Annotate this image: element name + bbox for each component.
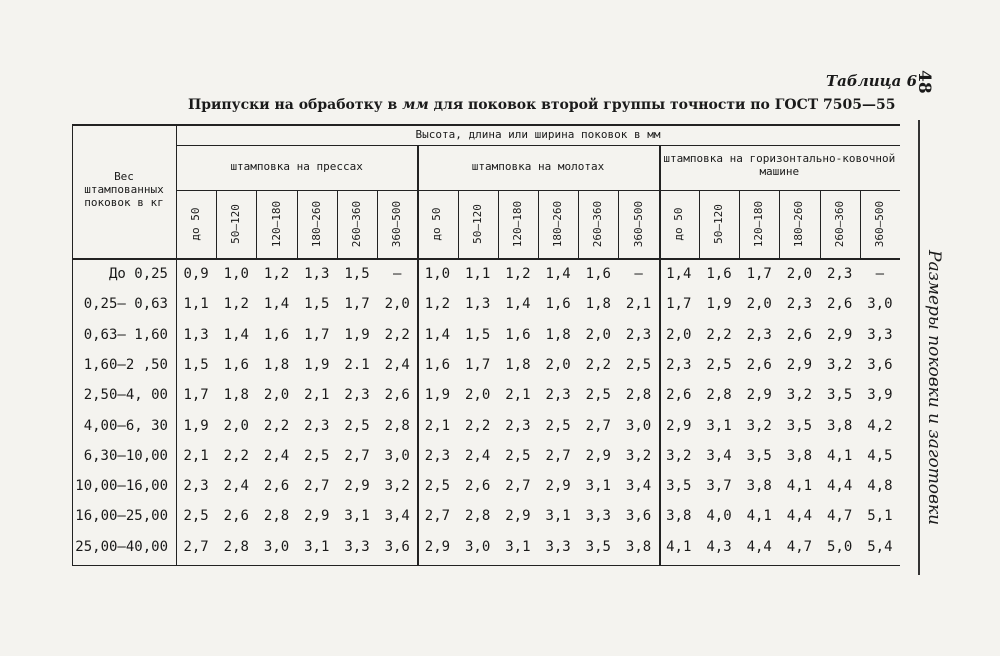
size-range-label: 120—180 — [752, 200, 766, 248]
size-range-label: 260—360 — [591, 200, 605, 248]
value-cell: 3,1 — [505, 538, 531, 555]
value-cell: 2.1 — [344, 356, 370, 373]
value-cell: 3,4 — [384, 508, 410, 525]
value-cell: 3,7 — [706, 478, 732, 495]
size-range-label: 360—500 — [390, 200, 404, 248]
value-cell: 2,8 — [465, 508, 491, 525]
value-cell: 2,9 — [424, 538, 451, 555]
value-cell: 4,1 — [746, 508, 772, 525]
value-cell: 1,5 — [465, 326, 491, 343]
value-cell: 1,4 — [505, 296, 531, 313]
value-cell: 2,1 — [183, 447, 209, 464]
value-cell: 1,7 — [344, 296, 370, 313]
value-cell: 5,4 — [867, 538, 893, 555]
value-cell: 2,1 — [304, 387, 330, 404]
table-top-rule — [72, 124, 900, 126]
value-cell: 3,3 — [867, 326, 893, 343]
value-cell: 5,0 — [827, 538, 853, 555]
size-col-rule — [618, 190, 619, 258]
group-header: штамповка на горизонтально-ковочной машине — [663, 152, 896, 178]
value-cell: 3,6 — [384, 538, 410, 555]
value-cell: 2,5 — [344, 417, 370, 434]
value-cell: 2,4 — [465, 447, 491, 464]
value-cell: 1,6 — [505, 326, 531, 343]
value-cell: 3,5 — [827, 387, 853, 404]
value-cell: 2,0 — [786, 266, 813, 282]
value-cell: 2,6 — [827, 296, 853, 313]
value-cell: 1,7 — [183, 387, 209, 404]
value-cell: 2,3 — [344, 387, 370, 404]
table-bottom-rule — [72, 565, 900, 566]
size-col-rule — [458, 190, 459, 258]
span-header: Высота, длина или ширина поковок в мм — [415, 128, 661, 141]
value-cell: 2,5 — [585, 387, 611, 404]
value-cell: 2,2 — [465, 417, 491, 434]
size-col-rule — [256, 190, 257, 258]
size-col-rule — [216, 190, 217, 258]
weight-cell: 4,00—6, 30 — [83, 417, 168, 434]
value-cell: 1,0 — [424, 266, 451, 282]
value-cell: 1,0 — [223, 266, 249, 282]
value-cell: 3,8 — [746, 478, 772, 495]
size-col-rule — [739, 190, 740, 258]
value-cell: 1,4 — [223, 326, 249, 343]
value-cell: 2,0 — [263, 387, 290, 404]
weight-cell: До 0,25 — [108, 266, 168, 282]
size-range-label: 120—180 — [510, 200, 524, 248]
value-cell: 3,0 — [384, 447, 410, 464]
table-number-label: Таблица 6 — [826, 72, 918, 90]
value-cell: 2,4 — [384, 356, 410, 373]
value-cell: 1,6 — [223, 356, 249, 373]
value-cell: 4,3 — [706, 538, 732, 555]
value-cell: 3,2 — [746, 417, 772, 434]
value-cell: 4,4 — [786, 508, 813, 525]
value-cell: 1,8 — [223, 387, 249, 404]
value-cell: 2,1 — [625, 296, 652, 313]
value-cell: 3,2 — [827, 356, 853, 373]
value-cell: 1,3 — [183, 326, 209, 343]
value-cell: 2,0 — [545, 356, 571, 373]
size-col-rule — [538, 190, 539, 258]
value-cell: 3,8 — [625, 538, 652, 555]
weight-cell: 6,30—10,00 — [83, 447, 168, 464]
group-divider — [659, 145, 661, 565]
value-cell: 3,8 — [666, 508, 692, 525]
weight-cell: 10,00—16,00 — [75, 478, 168, 495]
side-caption: Размеры поковки и заготовки — [924, 250, 944, 526]
value-cell: 3,1 — [706, 417, 732, 434]
value-cell: 3,5 — [666, 478, 692, 495]
size-col-rule — [820, 190, 821, 258]
value-cell: — — [634, 266, 643, 282]
size-col-rule — [779, 190, 780, 258]
value-cell: 3,0 — [867, 296, 893, 313]
title-part-2: для поковок второй группы точности по ГОСТ 7505—55 — [428, 97, 896, 113]
value-cell: 2,0 — [465, 387, 491, 404]
value-cell: 1,9 — [183, 417, 209, 434]
value-cell: 1,5 — [344, 266, 370, 282]
value-cell: 1,2 — [223, 296, 249, 313]
value-cell: 2,7 — [183, 538, 209, 555]
value-cell: 2,5 — [545, 417, 571, 434]
value-cell: 1,2 — [263, 266, 290, 282]
table-left-rule — [72, 124, 73, 565]
size-range-label: 180—260 — [792, 200, 806, 248]
value-cell: 3,2 — [666, 447, 692, 464]
weight-cell: 0,63— 1,60 — [83, 326, 168, 343]
value-cell: — — [875, 266, 885, 282]
weight-col-rule — [176, 124, 177, 565]
value-cell: 2,3 — [625, 326, 652, 343]
size-range-label: до 50 — [671, 207, 685, 241]
size-range-label: 180—260 — [551, 200, 565, 248]
value-cell: 2,9 — [585, 447, 611, 464]
value-cell: 3,0 — [625, 417, 652, 434]
value-cell: 2,9 — [666, 417, 692, 434]
value-cell: 2,0 — [666, 326, 692, 343]
value-cell: 3,6 — [625, 508, 652, 525]
size-col-rule — [578, 190, 579, 258]
value-cell: 2,7 — [424, 508, 451, 525]
value-cell: 1,9 — [424, 387, 451, 404]
header-bottom-rule — [72, 258, 900, 260]
title-part-1: Припуски на обработку в — [188, 97, 403, 113]
value-cell: 1,8 — [545, 326, 571, 343]
value-cell: 2,9 — [344, 478, 370, 495]
value-cell: 1,8 — [505, 356, 531, 373]
size-range-label: 260—360 — [832, 200, 846, 248]
value-cell: 1,1 — [465, 266, 491, 282]
value-cell: 3,6 — [867, 356, 893, 373]
value-cell: 1,7 — [304, 326, 330, 343]
weight-cell: 25,00—40,00 — [75, 538, 168, 555]
value-cell: 2,3 — [545, 387, 571, 404]
value-cell: 3,2 — [786, 387, 813, 404]
size-col-rule — [297, 190, 298, 258]
value-cell: 4,1 — [666, 538, 692, 555]
value-cell: 2,0 — [384, 296, 410, 313]
size-col-rule — [377, 190, 378, 258]
value-cell: 2,8 — [706, 387, 732, 404]
value-cell: 2,3 — [746, 326, 772, 343]
value-cell: 1,9 — [344, 326, 370, 343]
page-number: 48 — [914, 70, 934, 94]
size-range-label: 180—260 — [309, 200, 323, 248]
size-col-rule — [337, 190, 338, 258]
value-cell: 3,0 — [465, 538, 491, 555]
value-cell: 2,9 — [746, 387, 772, 404]
value-cell: 2,0 — [223, 417, 249, 434]
value-cell: 3,3 — [545, 538, 571, 555]
value-cell: 2,8 — [223, 538, 249, 555]
value-cell: 2,9 — [505, 508, 531, 525]
value-cell: 4,0 — [706, 508, 732, 525]
value-cell: 2,5 — [304, 447, 330, 464]
value-cell: 2,2 — [223, 447, 249, 464]
value-cell: 3,1 — [545, 508, 571, 525]
value-cell: 2,5 — [183, 508, 209, 525]
value-cell: 3,5 — [786, 417, 813, 434]
title-part-unit: мм — [402, 97, 429, 113]
value-cell: 4,8 — [867, 478, 893, 495]
value-cell: 1,9 — [304, 356, 330, 373]
weight-cell: 16,00—25,00 — [75, 508, 168, 525]
value-cell: 3,1 — [585, 478, 611, 495]
value-cell: 1,4 — [263, 296, 290, 313]
value-cell: 2,0 — [585, 326, 611, 343]
size-col-rule — [860, 190, 861, 258]
value-cell: 2,2 — [706, 326, 732, 343]
span-header-rule — [176, 145, 900, 146]
value-cell: 2,5 — [706, 356, 732, 373]
size-range-label: 50—120 — [470, 204, 484, 244]
value-cell: 1,4 — [666, 266, 692, 282]
size-col-rule — [699, 190, 700, 258]
value-cell: 4,1 — [786, 478, 813, 495]
value-cell: 2,4 — [263, 447, 290, 464]
value-cell: 2,2 — [384, 326, 410, 343]
value-cell: 4,2 — [867, 417, 893, 434]
value-cell: 1,3 — [304, 266, 330, 282]
value-cell: 3,1 — [344, 508, 370, 525]
value-cell: 2,4 — [223, 478, 249, 495]
value-cell: 2,5 — [625, 356, 652, 373]
value-cell: 3,1 — [304, 538, 330, 555]
value-cell: 3,3 — [585, 508, 611, 525]
value-cell: 1,7 — [465, 356, 491, 373]
value-cell: 2,3 — [424, 447, 451, 464]
value-cell: 2,0 — [746, 296, 772, 313]
value-cell: 3,0 — [263, 538, 290, 555]
value-cell: 1,6 — [545, 296, 571, 313]
value-cell: 3,3 — [344, 538, 370, 555]
value-cell: 1,7 — [746, 266, 772, 282]
value-cell: 2,1 — [505, 387, 531, 404]
value-cell: 1,4 — [424, 326, 451, 343]
value-cell: 5,1 — [867, 508, 893, 525]
value-cell: 3,2 — [625, 447, 652, 464]
value-cell: 1,4 — [545, 266, 571, 282]
value-cell: 4,7 — [786, 538, 813, 555]
group-header: штамповка на молотах — [471, 160, 605, 173]
value-cell: 1,3 — [465, 296, 491, 313]
table-title — [188, 97, 896, 113]
value-cell: 1,6 — [706, 266, 732, 282]
value-cell: 2,6 — [746, 356, 772, 373]
size-range-label: 260—360 — [350, 200, 363, 248]
value-cell: 3,5 — [746, 447, 772, 464]
value-cell: 4,4 — [827, 478, 853, 495]
value-cell: 2,6 — [223, 508, 249, 525]
value-cell: 2,5 — [424, 478, 451, 495]
size-range-label: до 50 — [189, 207, 203, 241]
value-cell: 2,6 — [666, 387, 692, 404]
weight-col-header: Вес штампованных поковок в кг — [84, 170, 164, 209]
value-cell: 2,9 — [545, 478, 571, 495]
weight-cell: 1,60—2 ,50 — [83, 356, 168, 373]
value-cell: — — [393, 266, 402, 282]
weight-cell: 2,50—4, 00 — [83, 387, 168, 404]
value-cell: 2,3 — [183, 478, 209, 495]
value-cell: 0,9 — [183, 266, 209, 282]
value-cell: 2,2 — [263, 417, 290, 434]
value-cell: 1,6 — [263, 326, 290, 343]
value-cell: 2,7 — [304, 478, 330, 495]
size-range-label: до 50 — [430, 207, 444, 241]
value-cell: 2,3 — [505, 417, 531, 434]
size-range-label: 360—500 — [872, 200, 886, 248]
value-cell: 2,8 — [263, 508, 290, 525]
value-cell: 3,4 — [706, 447, 732, 464]
value-cell: 3,5 — [585, 538, 611, 555]
value-cell: 1,2 — [424, 296, 451, 313]
size-col-rule — [498, 190, 499, 258]
value-cell: 1,6 — [585, 266, 611, 282]
value-cell: 2,8 — [384, 417, 410, 434]
value-cell: 1,8 — [585, 296, 611, 313]
value-cell: 2,7 — [585, 417, 611, 434]
value-cell: 3,4 — [625, 478, 652, 495]
value-cell: 2,9 — [786, 356, 813, 373]
group-divider — [417, 145, 419, 565]
value-cell: 2,9 — [304, 508, 330, 525]
value-cell: 1,6 — [424, 356, 451, 373]
value-cell: 2,6 — [384, 387, 410, 404]
value-cell: 2,9 — [827, 326, 853, 343]
weight-cell: 0,25— 0,63 — [83, 296, 168, 313]
value-cell: 1,1 — [183, 296, 209, 313]
value-cell: 2,7 — [545, 447, 571, 464]
value-cell: 2,3 — [304, 417, 330, 434]
value-cell: 2,3 — [827, 266, 853, 282]
group-header: штамповка на прессах — [230, 160, 363, 173]
size-range-label: 360—500 — [631, 200, 645, 248]
value-cell: 2,2 — [585, 356, 611, 373]
value-cell: 3,2 — [384, 478, 410, 495]
value-cell: 2,3 — [786, 296, 813, 313]
value-cell: 2,5 — [505, 447, 531, 464]
value-cell: 4,4 — [746, 538, 772, 555]
value-cell: 4,1 — [827, 447, 853, 464]
value-cell: 1,5 — [304, 296, 330, 313]
value-cell: 1,5 — [183, 356, 209, 373]
value-cell: 1,9 — [706, 296, 732, 313]
size-range-label: 50—120 — [229, 204, 243, 244]
value-cell: 3,8 — [786, 447, 813, 464]
value-cell: 2,1 — [424, 417, 451, 434]
value-cell: 3,8 — [827, 417, 853, 434]
value-cell: 1,8 — [263, 356, 290, 373]
size-range-label: 120—180 — [269, 200, 283, 248]
value-cell: 3,9 — [867, 387, 893, 404]
value-cell: 4,7 — [827, 508, 853, 525]
value-cell: 2,7 — [505, 478, 531, 495]
size-range-label: 50—120 — [712, 204, 725, 244]
value-cell: 2,7 — [344, 447, 370, 464]
value-cell: 4,5 — [867, 447, 893, 464]
value-cell: 2,8 — [625, 387, 652, 404]
side-divider — [918, 120, 920, 575]
value-cell: 1,2 — [505, 266, 531, 282]
value-cell: 2,6 — [263, 478, 290, 495]
value-cell: 2,6 — [786, 326, 813, 343]
value-cell: 1,7 — [666, 296, 692, 313]
value-cell: 2,6 — [465, 478, 491, 495]
value-cell: 2,3 — [666, 356, 692, 373]
